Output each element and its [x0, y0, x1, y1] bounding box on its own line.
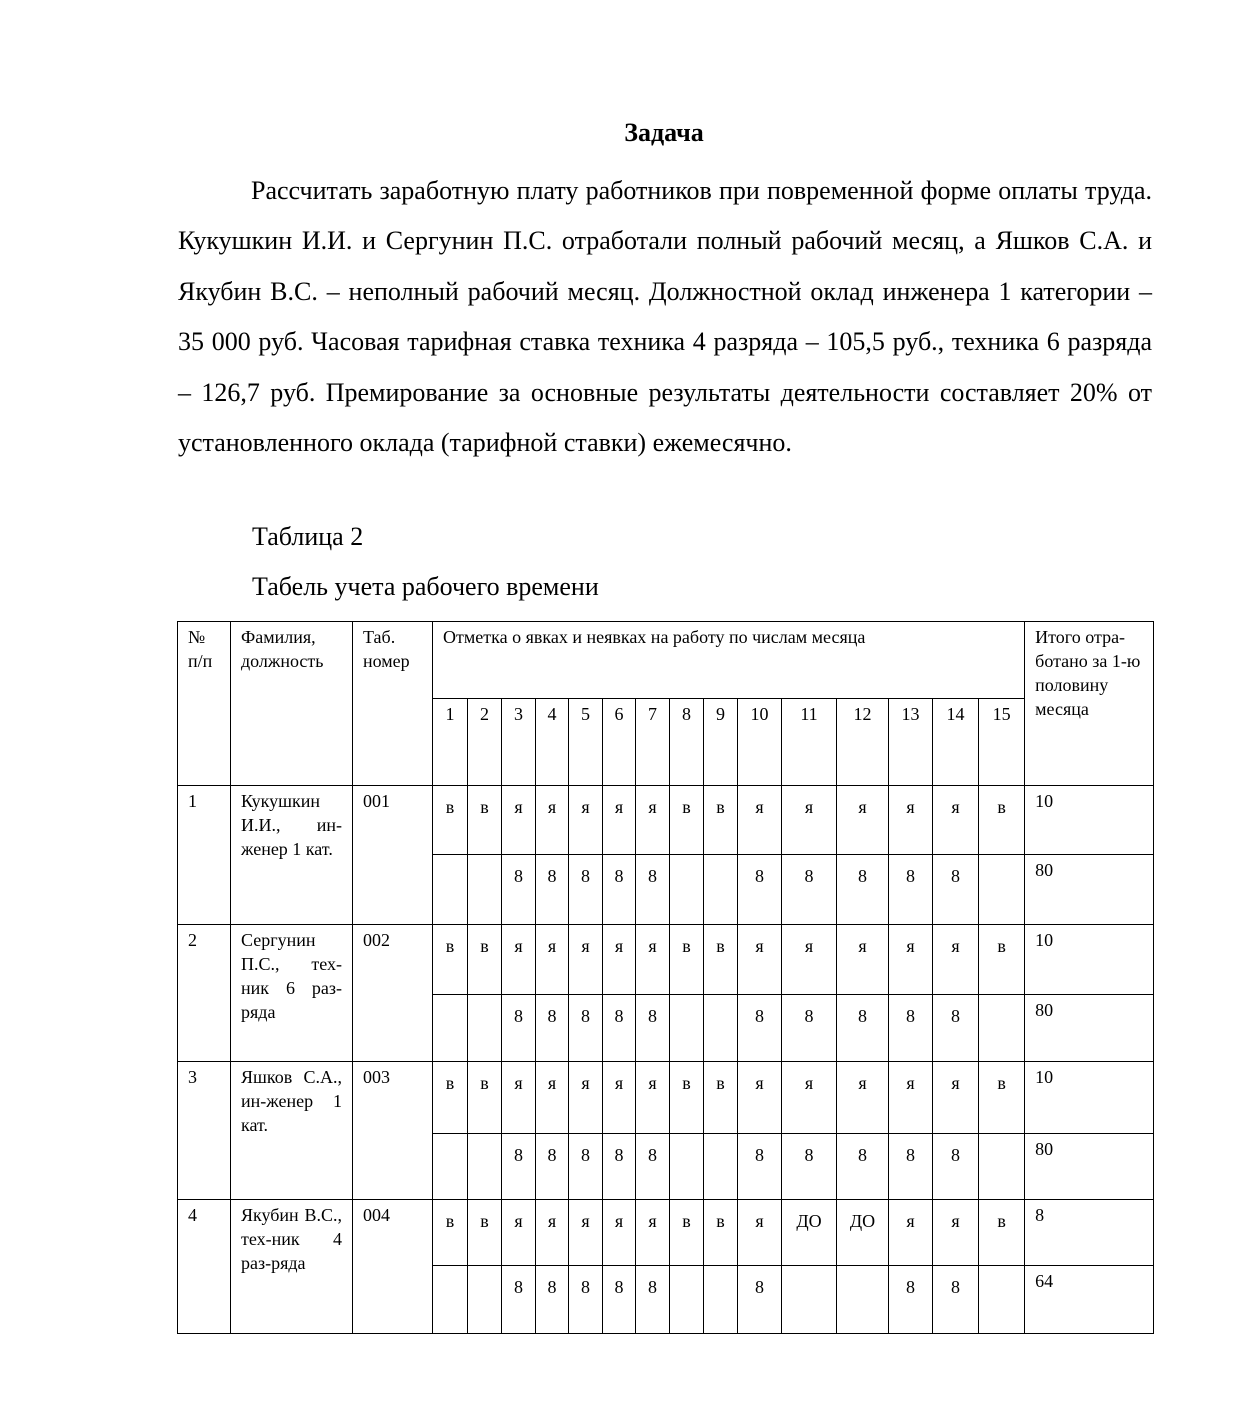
- attendance-mark: я: [536, 786, 569, 855]
- hours-cell: [979, 1266, 1025, 1334]
- attendance-mark: я: [569, 1199, 603, 1266]
- employee-name: Яшков С.А., ин-женер 1 кат.: [231, 1061, 353, 1199]
- day-number-cell: 8: [670, 698, 704, 786]
- attendance-mark: я: [502, 1061, 536, 1134]
- table-row: [178, 1199, 1154, 1266]
- hours-cell: 8: [837, 854, 889, 924]
- timesheet-table: [177, 621, 1154, 1334]
- employee-name: Сергунин П.С., тех-ник 6 раз-ряда: [231, 924, 353, 1061]
- hours-cell: 8: [782, 1134, 837, 1200]
- attendance-mark: в: [670, 924, 704, 995]
- hours-cell: [979, 995, 1025, 1062]
- hours-cell: [670, 854, 704, 924]
- attendance-mark: в: [979, 924, 1025, 995]
- day-number-cell: 10: [738, 698, 782, 786]
- day-number-cell: 11: [782, 698, 837, 786]
- hours-cell: [433, 995, 468, 1062]
- hours-cell: 8: [569, 1266, 603, 1334]
- total-days: 10: [1025, 786, 1154, 855]
- hours-cell: 8: [502, 995, 536, 1062]
- header-marks: Отметка о явках и неявках на работу по числам месяца: [433, 622, 1025, 699]
- day-number-cell: 12: [837, 698, 889, 786]
- attendance-mark: я: [782, 786, 837, 855]
- attendance-mark: я: [569, 1061, 603, 1134]
- attendance-mark: я: [536, 1199, 569, 1266]
- total-hours: 64: [1025, 1266, 1154, 1334]
- attendance-mark: я: [782, 1061, 837, 1134]
- header-total: Итого отра-ботано за 1-ю половину месяца: [1025, 622, 1154, 786]
- hours-cell: 8: [536, 1266, 569, 1334]
- tab-number: 001: [353, 786, 433, 924]
- day-number-cell: 15: [979, 698, 1025, 786]
- tab-number: 003: [353, 1061, 433, 1199]
- hours-cell: 8: [603, 995, 636, 1062]
- day-number-cell: 7: [636, 698, 670, 786]
- hours-cell: [782, 1266, 837, 1334]
- hours-cell: 8: [502, 1134, 536, 1200]
- hours-cell: 8: [889, 995, 933, 1062]
- attendance-mark: я: [889, 1061, 933, 1134]
- hours-cell: [979, 1134, 1025, 1200]
- attendance-mark: я: [502, 1199, 536, 1266]
- total-days: 10: [1025, 1061, 1154, 1134]
- attendance-mark: я: [933, 1199, 979, 1266]
- attendance-mark: я: [603, 924, 636, 995]
- attendance-mark: я: [837, 1061, 889, 1134]
- hours-cell: [979, 854, 1025, 924]
- day-number-cell: 5: [569, 698, 603, 786]
- hours-cell: [433, 854, 468, 924]
- hours-cell: 8: [738, 1134, 782, 1200]
- hours-cell: 8: [738, 995, 782, 1062]
- table-title: Табель учета рабочего времени: [252, 572, 599, 601]
- hours-cell: 8: [738, 1266, 782, 1334]
- row-number: 3: [178, 1061, 231, 1199]
- header-tab: Таб. номер: [353, 622, 433, 786]
- hours-cell: [704, 1266, 738, 1334]
- hours-cell: [670, 1134, 704, 1200]
- attendance-mark: в: [670, 786, 704, 855]
- hours-cell: [468, 1266, 502, 1334]
- table-caption: Таблица 2: [252, 522, 364, 551]
- attendance-mark: я: [933, 1061, 979, 1134]
- attendance-mark: я: [837, 786, 889, 855]
- hours-cell: 8: [636, 1134, 670, 1200]
- attendance-mark: я: [536, 924, 569, 995]
- attendance-mark: я: [536, 1061, 569, 1134]
- header-row: [178, 622, 1154, 699]
- attendance-mark: я: [603, 1199, 636, 1266]
- day-number-cell: 4: [536, 698, 569, 786]
- hours-cell: 8: [782, 995, 837, 1062]
- tab-number: 002: [353, 924, 433, 1061]
- hours-cell: 8: [569, 995, 603, 1062]
- attendance-mark: в: [433, 924, 468, 995]
- hours-cell: 8: [738, 854, 782, 924]
- attendance-mark: я: [933, 786, 979, 855]
- attendance-mark: я: [889, 924, 933, 995]
- attendance-mark: ДО: [837, 1199, 889, 1266]
- hours-cell: 8: [569, 854, 603, 924]
- tab-number: 004: [353, 1199, 433, 1333]
- hours-cell: [837, 1266, 889, 1334]
- total-hours: 80: [1025, 995, 1154, 1062]
- hours-cell: [704, 1134, 738, 1200]
- hours-cell: 8: [536, 1134, 569, 1200]
- attendance-mark: я: [933, 924, 979, 995]
- attendance-mark: в: [670, 1061, 704, 1134]
- attendance-mark: в: [468, 786, 502, 855]
- attendance-mark: я: [569, 786, 603, 855]
- attendance-mark: в: [979, 1199, 1025, 1266]
- attendance-mark: в: [433, 1199, 468, 1266]
- hours-cell: 8: [569, 1134, 603, 1200]
- attendance-mark: я: [603, 1061, 636, 1134]
- hours-cell: 8: [933, 1266, 979, 1334]
- day-number-cell: 1: [433, 698, 468, 786]
- hours-cell: [468, 854, 502, 924]
- hours-cell: 8: [837, 995, 889, 1062]
- hours-cell: 8: [636, 1266, 670, 1334]
- table-row: [178, 786, 1154, 855]
- row-number: 4: [178, 1199, 231, 1333]
- attendance-mark: я: [738, 786, 782, 855]
- hours-cell: [704, 854, 738, 924]
- attendance-mark: в: [433, 1061, 468, 1134]
- hours-cell: 8: [933, 995, 979, 1062]
- hours-cell: [468, 995, 502, 1062]
- total-hours: 80: [1025, 854, 1154, 924]
- hours-cell: [468, 1134, 502, 1200]
- hours-cell: 8: [536, 854, 569, 924]
- hours-cell: 8: [603, 854, 636, 924]
- hours-cell: [433, 1134, 468, 1200]
- attendance-mark: в: [433, 786, 468, 855]
- attendance-mark: в: [704, 924, 738, 995]
- task-paragraph: Рассчитать заработную плату работников при повременной форме оплаты труда. Кукушкин И.И. и Сергунин П.С. отработали полный рабочий месяц, а Яшков С.А. и Якубин В.С. – неполный рабочий месяц. Должностной оклад инженера 1 категории – 35 000 руб. Часовая тарифная ставка техника 4 разряда – 105,5 руб., техника 6 разряда – 126,7 руб. Премирование за основные результаты деятельности составляет 20% от установленного оклада (тарифной ставки) ежемесячно.: [178, 176, 1152, 458]
- attendance-mark: в: [468, 1199, 502, 1266]
- hours-cell: 8: [603, 1266, 636, 1334]
- attendance-mark: я: [738, 1199, 782, 1266]
- attendance-mark: в: [468, 1061, 502, 1134]
- day-number-cell: 2: [468, 698, 502, 786]
- hours-cell: [704, 995, 738, 1062]
- hours-cell: 8: [603, 1134, 636, 1200]
- day-number-cell: 14: [933, 698, 979, 786]
- total-days: 8: [1025, 1199, 1154, 1266]
- day-number-cell: 13: [889, 698, 933, 786]
- attendance-mark: в: [704, 1061, 738, 1134]
- header-name: Фамилия, должность: [231, 622, 353, 786]
- attendance-mark: в: [704, 786, 738, 855]
- total-hours: 80: [1025, 1134, 1154, 1200]
- day-number-cell: 3: [502, 698, 536, 786]
- attendance-mark: я: [889, 1199, 933, 1266]
- attendance-mark: я: [603, 786, 636, 855]
- hours-cell: 8: [889, 1134, 933, 1200]
- attendance-mark: в: [979, 1061, 1025, 1134]
- hours-cell: 8: [889, 854, 933, 924]
- attendance-mark: я: [738, 924, 782, 995]
- hours-cell: 8: [636, 854, 670, 924]
- hours-cell: 8: [837, 1134, 889, 1200]
- table-row: [178, 924, 1154, 995]
- hours-cell: [670, 1266, 704, 1334]
- attendance-mark: в: [670, 1199, 704, 1266]
- attendance-mark: я: [569, 924, 603, 995]
- hours-cell: 8: [536, 995, 569, 1062]
- attendance-mark: я: [502, 786, 536, 855]
- day-number-cell: 6: [603, 698, 636, 786]
- attendance-mark: я: [738, 1061, 782, 1134]
- total-days: 10: [1025, 924, 1154, 995]
- hours-cell: 8: [933, 1134, 979, 1200]
- attendance-mark: я: [636, 1061, 670, 1134]
- hours-cell: 8: [502, 854, 536, 924]
- employee-name: Кукушкин И.И., ин-женер 1 кат.: [231, 786, 353, 924]
- row-number: 1: [178, 786, 231, 924]
- attendance-mark: в: [704, 1199, 738, 1266]
- table-row: [178, 1061, 1154, 1134]
- attendance-mark: я: [636, 924, 670, 995]
- employee-name: Якубин В.С., тех-ник 4 раз-ряда: [231, 1199, 353, 1333]
- hours-cell: 8: [933, 854, 979, 924]
- attendance-mark: в: [468, 924, 502, 995]
- attendance-mark: я: [782, 924, 837, 995]
- attendance-mark: я: [636, 786, 670, 855]
- day-number-cell: 9: [704, 698, 738, 786]
- hours-cell: 8: [782, 854, 837, 924]
- hours-cell: 8: [636, 995, 670, 1062]
- hours-cell: [433, 1266, 468, 1334]
- hours-cell: [670, 995, 704, 1062]
- attendance-mark: я: [636, 1199, 670, 1266]
- document-title: Задача: [624, 118, 704, 147]
- attendance-mark: я: [502, 924, 536, 995]
- attendance-mark: в: [979, 786, 1025, 855]
- hours-cell: 8: [502, 1266, 536, 1334]
- hours-cell: 8: [889, 1266, 933, 1334]
- attendance-mark: я: [837, 924, 889, 995]
- attendance-mark: я: [889, 786, 933, 855]
- header-num: № п/п: [178, 622, 231, 786]
- row-number: 2: [178, 924, 231, 1061]
- attendance-mark: ДО: [782, 1199, 837, 1266]
